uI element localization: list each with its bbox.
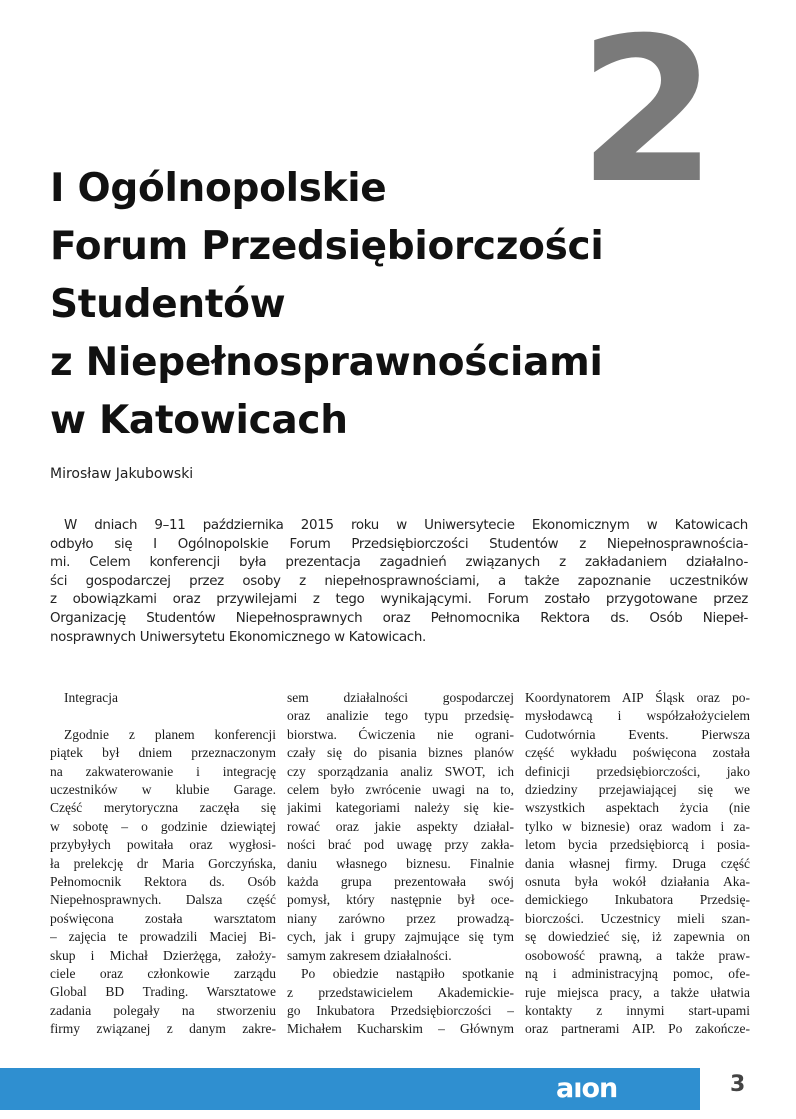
body-line: daniu własnego biznesu. Finalnie (287, 855, 514, 871)
body-line: sem działalności gospodarczej (287, 690, 514, 705)
body-line: biorstwa. Ćwiczenia nie ograni- (287, 726, 514, 742)
lead-line: z obowiązkami oraz przywilejami z tego wynikającymi. Forum zostało przygotowane przez (50, 592, 748, 608)
body-line: Zgodnie z planem konferencji (64, 726, 276, 742)
body-line: Część merytoryczna zaczęła się (50, 800, 276, 816)
body-line: demickiego Inkubatora Przedsię- (525, 892, 750, 908)
lead-paragraph (50, 517, 748, 647)
body-line: rować oraz jakie aspekty działal- (287, 818, 514, 834)
title-line: w Katowicach (50, 398, 348, 443)
title-line: Studentów (50, 282, 286, 327)
body-line: z przedstawicielem Akademickie- (287, 984, 514, 1000)
body-line: wszystkich aspektach życia (nie (525, 800, 750, 816)
body-line: czy sporządzania analiz SWOT, ich (287, 763, 514, 779)
body-line: firmy związanej z danym zakre- (50, 1021, 276, 1037)
body-line: samym zakresem działalności. (287, 947, 452, 963)
body-line: pomysł, który następnie był oce- (287, 892, 514, 908)
body-line: mysłodawcą i współzałożycielem (525, 708, 750, 724)
body-line: uczestników w klubie Garage. (50, 782, 276, 798)
body-line: Po obiedzie nastąpiło spotkanie (301, 966, 514, 982)
body-line: jakimi kategoriami należy się kie- (287, 800, 514, 816)
title-line: z Niepełnosprawnościami (50, 340, 603, 385)
lead-line: nosprawnych Uniwersytetu Ekonomicznego w Katowicach. (50, 629, 427, 645)
body-line: ciele oraz członkowie zarządu (50, 966, 276, 982)
aion-logo: aıon (556, 1073, 618, 1104)
body-line: ną i administracyjną pomoc, ofe- (525, 966, 750, 982)
body-line: cych, jak i grupy zajmujące się tym (287, 929, 514, 945)
body-line: Koordynatorem AIP Śląsk oraz po- (525, 690, 750, 705)
text-column-2 (287, 689, 514, 1039)
body-line: oraz analizie tego typu przedsię- (287, 708, 514, 724)
body-line: definicji przedsiębiorczości, jako (525, 763, 750, 779)
body-line: zadania polegały na stworzeniu (50, 1002, 276, 1018)
body-line: ła prelekcję dr Maria Gorczyńska, (50, 855, 276, 871)
body-line: osnuta była wokół działania Aka- (525, 874, 750, 890)
page-number: 3 (730, 1072, 746, 1097)
chapter-number: 2 (578, 0, 714, 228)
lead-line: mi. Celem konferencji była prezentacja zagadnień związanych z zakładaniem działalno- (50, 555, 748, 571)
body-line: dziedziny przejawiającej się we (525, 782, 750, 798)
section-heading: Integracja (64, 690, 118, 705)
body-line: kontakty z innymi start-upami (525, 1002, 750, 1018)
body-line: celem było zwrócenie uwagi na to, (287, 782, 514, 798)
body-line: – zajęcia te prowadzili Maciej Bi- (50, 929, 276, 945)
lead-line: odbyło się I Ogólnopolskie Forum Przedsiębiorczości Studentów z Niepełnosprawnościa- (50, 536, 748, 552)
text-column-3 (525, 689, 750, 1039)
body-line: niany zarówno przez prowadzą- (287, 910, 514, 926)
author-name: Mirosław Jakubowski (50, 466, 194, 482)
body-line: Pełnomocnik Rektora ds. Osób (50, 874, 276, 890)
body-line: Global BD Trading. Warsztatowe (50, 984, 276, 1000)
body-line: dania własnej firmy. Druga część (525, 855, 750, 871)
body-line: czały się do pisania biznes planów (287, 745, 514, 761)
body-line: ruje miejsca pracy, a także ułatwia (525, 984, 750, 1000)
text-column-1 (50, 689, 276, 1039)
body-line: w sobotę – o godzinie dziewiątej (50, 818, 276, 834)
body-line: Cudotwórnia Events. Pierwsza (525, 726, 750, 742)
lead-line: W dniach 9–11 października 2015 roku w Uniwersytecie Ekonomicznym w Katowicach (64, 518, 748, 533)
title-line: Forum Przedsiębiorczości (50, 224, 604, 269)
lead-line: Organizację Studentów Niepełnosprawnych oraz Pełnomocnika Rektora ds. Osób Niepeł- (50, 610, 748, 626)
body-line: skup i Michał Dzierżęga, założy- (50, 947, 276, 963)
body-line: każda grupa prezentowała swój (287, 874, 514, 890)
body-line: sę dowiedzieć się, iż zapewnia on (525, 929, 750, 945)
body-line: letom bycia przedsiębiorcą i posia- (525, 837, 750, 853)
body-line: piątek był dniem przeznaczonym (50, 745, 276, 761)
body-line: poświęcona została warsztatom (50, 910, 276, 926)
body-line: część wykładu poświęcona została (525, 745, 750, 761)
lead-line: ści gospodarczej przez osoby z niepełnosprawnościami, a także zapoznanie uczestników (50, 573, 748, 589)
title-line: I Ogólnopolskie (50, 166, 387, 211)
body-line: przybyłych powitała oraz wygłosi- (50, 837, 276, 853)
body-line: biorczości. Uczestnicy mieli szan- (525, 910, 750, 926)
body-line: osobowość prawną, a także praw- (525, 947, 750, 963)
body-line: tylko w biznesie) oraz wadom i za- (525, 818, 750, 834)
body-line: Niepełnosprawnych. Dalsza część (50, 892, 276, 908)
body-line: na zakwaterowanie i integrację (50, 763, 276, 779)
body-line: ności brać pod uwagę przy zakła- (287, 837, 514, 853)
body-line: oraz partnerami AIP. Po zakończe- (525, 1021, 750, 1037)
body-line: go Inkubatora Przedsiębiorczości – (287, 1002, 514, 1018)
article-title (50, 160, 770, 450)
body-line: Michałem Kucharskim – Głównym (287, 1021, 514, 1037)
